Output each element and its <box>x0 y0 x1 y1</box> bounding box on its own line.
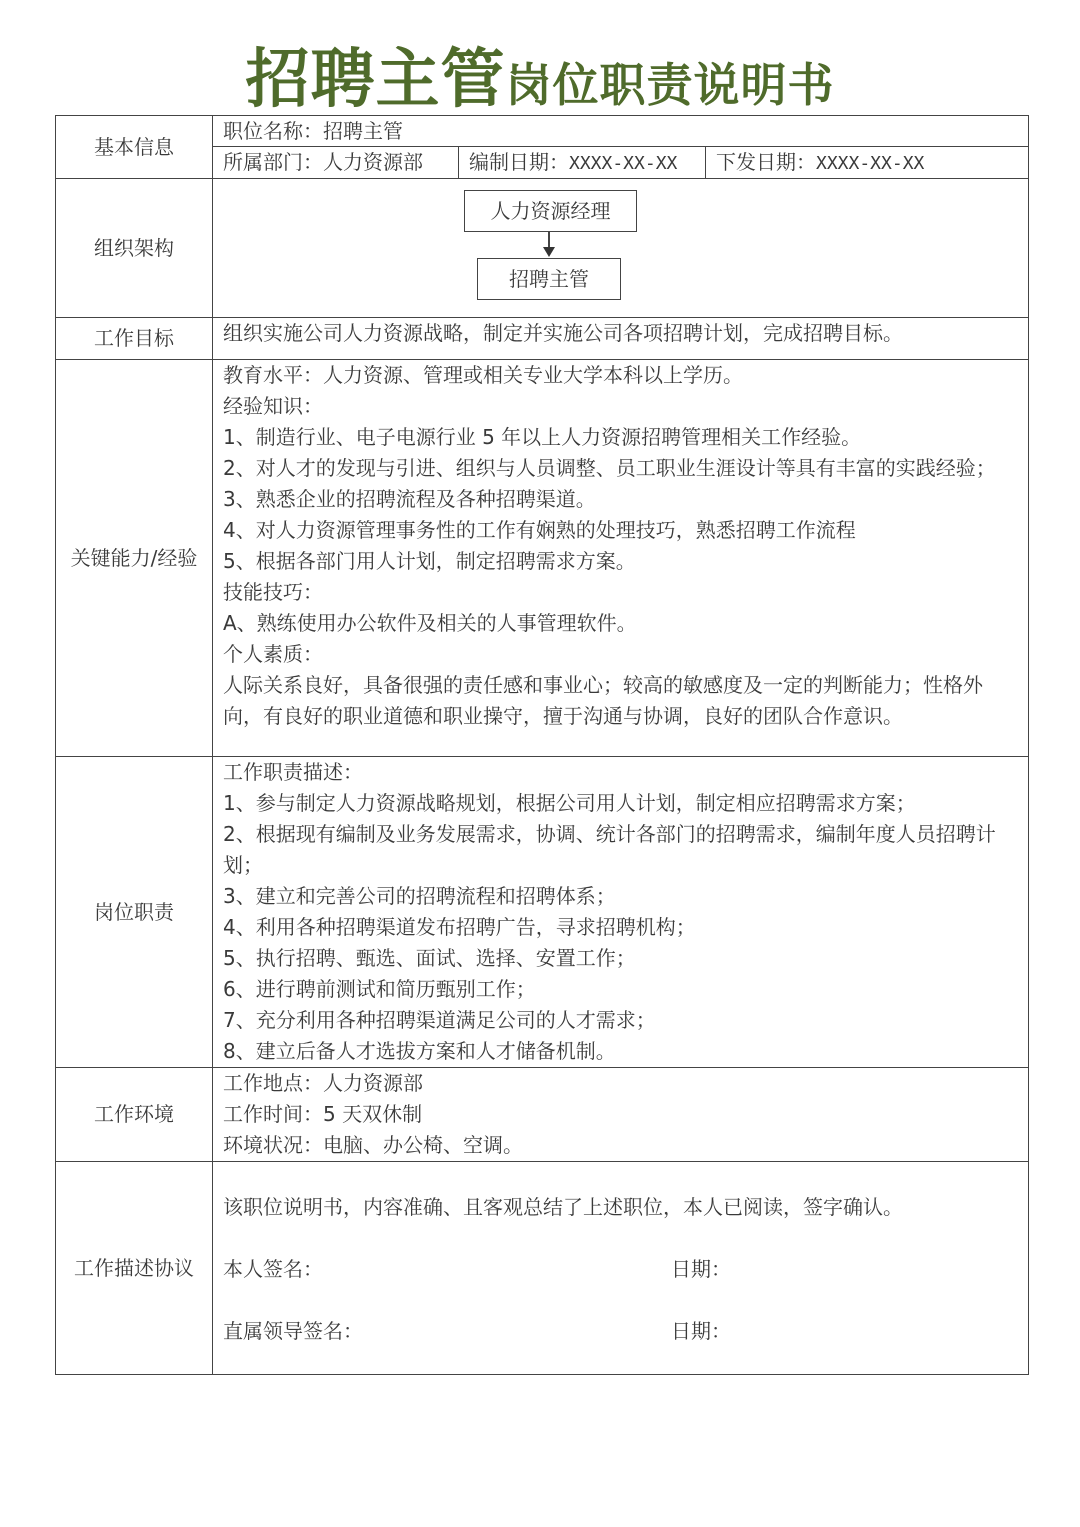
list-item: 2、根据现有编制及业务发展需求，协调、统计各部门的招聘需求，编制年度人员招聘计划； <box>223 822 996 877</box>
issue-date-label: 下发日期： <box>716 150 816 174</box>
list-item: 4、对人力资源管理事务性的工作有娴熟的处理技巧，熟悉招聘工作流程 <box>223 518 856 542</box>
self-signature-date-label: 日期： <box>671 1257 731 1281</box>
duties-label: 岗位职责 <box>56 757 213 1068</box>
row-duties <box>56 757 1029 1068</box>
compile-date-label: 编制日期： <box>469 150 569 174</box>
list-item: 2、对人才的发现与引进、组织与人员调整、员工职业生涯设计等具有丰富的实践经验； <box>223 456 996 480</box>
issue-date-value: XXXX-XX-XX <box>816 153 925 174</box>
org-node-recruitment-supervisor: 招聘主管 <box>477 258 621 300</box>
list-item: 个人素质： <box>223 642 323 666</box>
document-title <box>0 28 1080 118</box>
duties-content <box>213 757 1029 1068</box>
list-item: 工作地点：人力资源部 <box>223 1071 423 1095</box>
list-item: 3、建立和完善公司的招聘流程和招聘体系； <box>223 884 616 908</box>
leader-signature-label: 直属领导签名： <box>223 1319 363 1343</box>
self-signature-label: 本人签名： <box>223 1257 323 1281</box>
row-work-environment <box>56 1068 1029 1162</box>
department: 所属部门：人力资源部 <box>223 150 423 174</box>
org-node-hr-manager: 人力资源经理 <box>464 190 637 232</box>
title-sub: 岗位职责说明书 <box>505 58 835 112</box>
row-work-goal <box>56 318 1029 360</box>
list-item: 5、执行招聘、甄选、面试、选择、安置工作； <box>223 946 636 970</box>
work-environment-content <box>213 1068 1029 1162</box>
agreement-statement: 该职位说明书，内容准确、且客观总结了上述职位，本人已阅读，签字确认。 <box>223 1195 903 1219</box>
org-chart-content <box>213 179 1029 318</box>
leader-signature-row <box>223 1316 1023 1347</box>
list-item: 经验知识： <box>223 394 323 418</box>
org-chart <box>223 179 1018 317</box>
org-chart-label: 组织架构 <box>56 179 213 318</box>
agreement-content <box>213 1162 1029 1375</box>
list-item: 教育水平：人力资源、管理或相关专业大学本科以上学历。 <box>223 363 743 387</box>
list-item: 3、熟悉企业的招聘流程及各种招聘渠道。 <box>223 487 596 511</box>
row-agreement <box>56 1162 1029 1375</box>
list-item: 1、制造行业、电子电源行业 5 年以上人力资源招聘管理相关工作经验。 <box>223 425 862 449</box>
list-item: 技能技巧： <box>223 580 323 604</box>
list-item: 环境状况：电脑、办公椅、空调。 <box>223 1133 523 1157</box>
compile-date <box>458 147 705 178</box>
list-item: 4、利用各种招聘渠道发布招聘广告，寻求招聘机构； <box>223 915 696 939</box>
list-item: 工作职责描述： <box>223 760 363 784</box>
work-goal-label: 工作目标 <box>56 318 213 360</box>
row-key-ability <box>56 360 1029 757</box>
row-org-chart <box>56 179 1029 318</box>
list-item: 1、参与制定人力资源战略规划，根据公司用人计划，制定相应招聘需求方案； <box>223 791 916 815</box>
basic-info-label: 基本信息 <box>56 116 213 179</box>
work-goal-text: 组织实施公司人力资源战略，制定并实施公司各项招聘计划，完成招聘目标。 <box>213 318 1029 360</box>
list-item: A、熟练使用办公软件及相关的人事管理软件。 <box>223 611 637 635</box>
position-name: 职位名称：招聘主管 <box>213 116 1028 147</box>
self-signature-row <box>223 1254 1023 1285</box>
list-item: 5、根据各部门用人计划，制定招聘需求方案。 <box>223 549 636 573</box>
list-item: 7、充分利用各种招聘渠道满足公司的人才需求； <box>223 1008 656 1032</box>
list-item: 6、进行聘前测试和简历甄别工作； <box>223 977 536 1001</box>
leader-signature-date-label: 日期： <box>671 1319 731 1343</box>
list-item: 人际关系良好，具备很强的责任感和事业心；较高的敏感度及一定的判断能力；性格外向，有良好的职业道德和职业操守，擅于沟通与协调，良好的团队合作意识。 <box>223 673 983 728</box>
basic-info-content <box>213 116 1029 179</box>
title-main: 招聘主管 <box>245 42 506 117</box>
row-basic-info <box>56 116 1029 179</box>
list-item: 工作时间：5 天双休制 <box>223 1102 423 1126</box>
compile-date-value: XXXX-XX-XX <box>569 153 678 174</box>
list-item: 8、建立后备人才选拔方案和人才储备机制。 <box>223 1039 616 1063</box>
key-ability-content <box>213 360 1029 757</box>
key-ability-label: 关键能力/经验 <box>56 360 213 757</box>
issue-date <box>705 147 1016 178</box>
basic-info-subrow <box>213 147 1028 178</box>
agreement-label: 工作描述协议 <box>56 1162 213 1375</box>
down-arrow-icon <box>543 247 555 257</box>
work-environment-label: 工作环境 <box>56 1068 213 1162</box>
job-description-table <box>55 115 1029 1375</box>
